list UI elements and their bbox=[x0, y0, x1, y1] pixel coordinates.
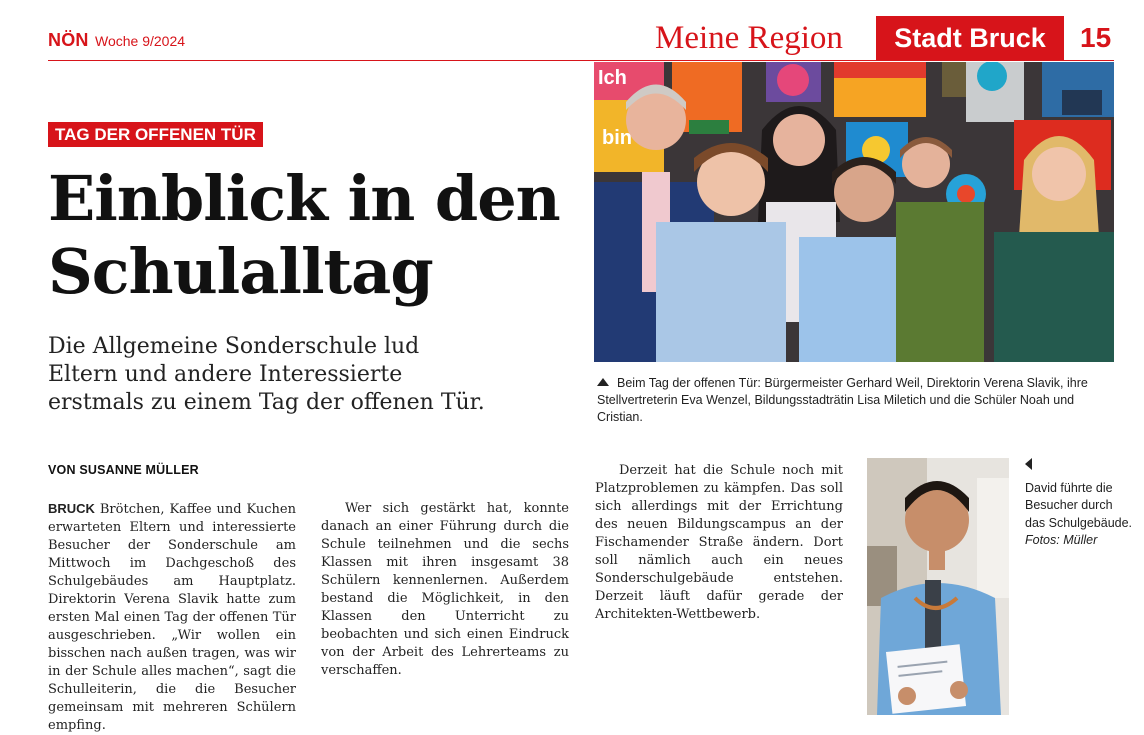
student-caption-text: David führte die Besucher durch das Schulgebäude. bbox=[1025, 480, 1133, 530]
page-number: 15 bbox=[1080, 22, 1112, 53]
section-title: Meine Region bbox=[655, 20, 843, 56]
issue-week: Woche 9/2024 bbox=[95, 33, 186, 49]
header-rule bbox=[48, 60, 1114, 61]
photo-caption-text: Beim Tag der offenen Tür: Bürgermeister Gerhard Weil, Direktorin Verena Slavik, ihre Stellvertreterin Eva Wenzel, Bildungsstadträtin Lisa Miletich und die Schüler Noah und Cristian. bbox=[597, 376, 1088, 424]
column-3 bbox=[595, 462, 843, 624]
brand-logo: NÖN bbox=[48, 30, 89, 50]
headline-line-1: Einblick in den bbox=[48, 162, 560, 235]
student-photo bbox=[867, 458, 1009, 715]
paragraph-2: Wer sich gestärkt hat, konnte danach an einer Führung durch die Schule teilnehmen und die sechs Klassen mit ihren insgesamt 38 Schülern kennenlernen. Außerdem bestand die Möglichkeit, in den Klassen den Unterricht zu beobachten und sich einen Eindruck von der Arbeit des Lehrerteams zu verschaffen. bbox=[321, 501, 569, 678]
city-badge: Stadt Bruck bbox=[876, 16, 1064, 60]
deck-line-2: Eltern und andere Interessierte bbox=[48, 362, 403, 387]
wall-word-bin: bin bbox=[602, 127, 632, 149]
caption-arrow-up-icon bbox=[597, 378, 609, 386]
group-photo bbox=[594, 62, 1114, 362]
paragraph-1 bbox=[48, 500, 296, 735]
wall-word-ich: Ich bbox=[598, 67, 627, 89]
deck bbox=[48, 333, 568, 417]
group-photo-illustration bbox=[594, 62, 1114, 362]
paragraph-3: Derzeit hat die Schule noch mit Platzproblemen zu kämpfen. Das soll sich allerdings mit der Errichtung des neuen Bildungscampus an der Fischamender Straße ändern. Dort soll nämlich auch ein neues Sonderschulgebäude entstehen. Derzeit läuft dafür gerade der Architekten-Wettbewerb. bbox=[595, 463, 843, 622]
dateline: BRUCK bbox=[48, 501, 95, 516]
photo-caption bbox=[597, 375, 1117, 426]
deck-line-1: Die Allgemeine Sonderschule lud bbox=[48, 334, 420, 359]
student-photo-illustration bbox=[867, 458, 1009, 715]
student-photo-caption bbox=[1025, 458, 1135, 550]
column-2 bbox=[321, 500, 569, 680]
headline bbox=[48, 162, 588, 308]
deck-line-3: erstmals zu einem Tag der offenen Tür. bbox=[48, 390, 485, 415]
photo-credit: Fotos: Müller bbox=[1025, 533, 1098, 547]
byline: VON SUSANNE MÜLLER bbox=[48, 463, 199, 477]
column-1 bbox=[48, 500, 296, 735]
kicker-label: TAG DER OFFENEN TÜR bbox=[48, 122, 263, 147]
paragraph-1-text: Brötchen, Kaffee und Kuchen erwarteten Eltern und interessierte Besucher der Sonderschule am Mittwoch im Dachgeschoß des Schulgebäudes am Hauptplatz. Direktorin Verena Slavik hatte zum ersten Mal einen Tag der offenen Tür ausgeschrieben. „Wir wollen ein bisschen nach außen tragen, was wir in der Schule alles machen“, sagt die Schulleiterin, die die Besucher gemeinsam mit mehreren Schülern empfing. bbox=[48, 502, 296, 733]
caption-arrow-left-icon bbox=[1025, 458, 1135, 476]
headline-line-2: Schulalltag bbox=[48, 235, 433, 308]
